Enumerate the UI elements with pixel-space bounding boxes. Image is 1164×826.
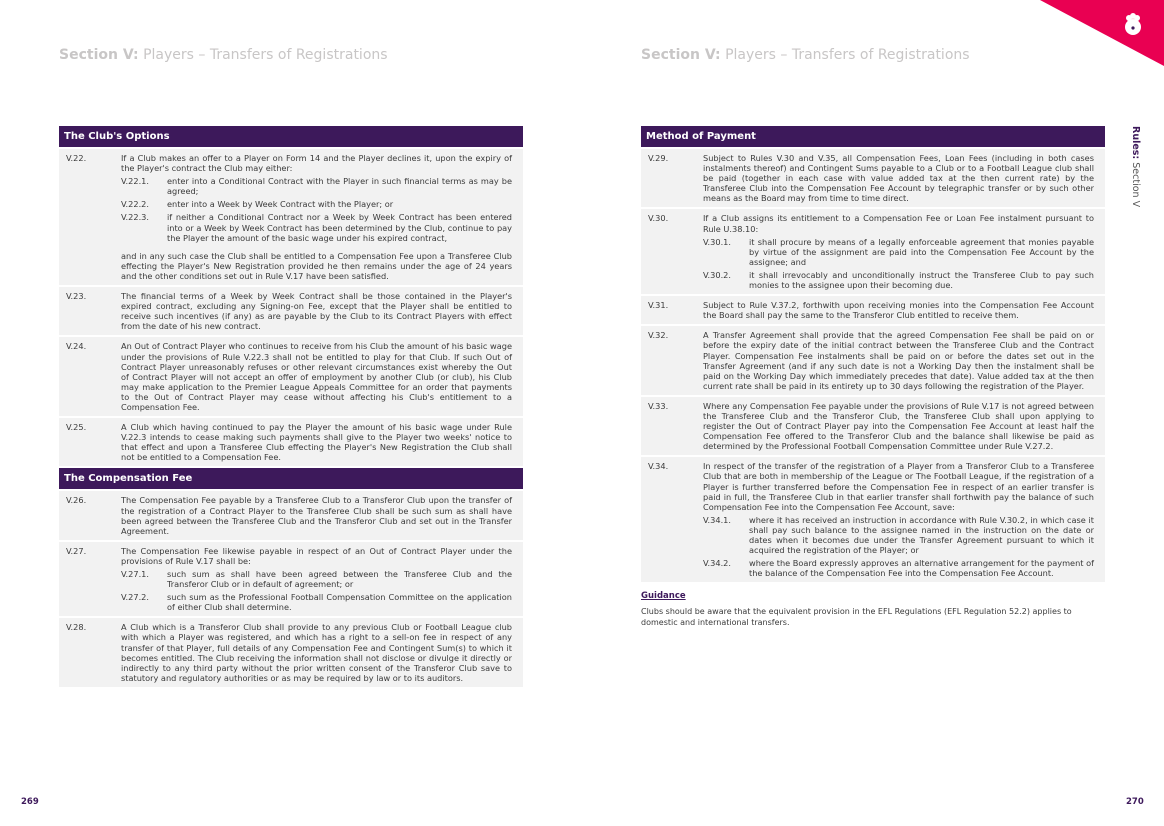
rule-body [121,546,512,613]
rule-number: V.25. [66,422,87,433]
corner-triangle [1040,0,1164,66]
rule-tail: and in any such case the Club shall be entitled to a Compensation Fee upon a Transferee Club effecting the Player's New Registration provided he then remains under the age of 24 years and the other conditions set out in Rule V.17 have been satisfied. [121,250,512,281]
rule-number: V.30. [648,213,669,224]
guidance-title: Guidance [641,591,686,602]
rule-text: The Compensation Fee likewise payable in respect of an Out of Contract Player under the provisions of Rule V.17 shall be: [121,545,512,566]
rule-number: V.34. [648,461,669,472]
rule-text: A Club which is a Transferor Club shall provide to any previous Club or Football League club with which a Player was registered, and which has a right to a sell-on fee in respect of any transfer of that Player, full details of any Compensation Fee and Contingent Sum(s) to which it becomes entitled. The Club receiving the information shall not disclose or divulge it directly or indirectly to any third party without the prior written consent of the Transferor Club save to statutory and regulatory authorities or as may be required by law or to its auditors. [121,622,512,683]
payment-header: Method of Payment [641,126,1105,147]
rule-number: V.26. [66,495,87,506]
rule-v23 [59,287,523,335]
subrule-v27-2: V.27.2. such sum as the Professional Football Compensation Committee on the application of either Club shall determine. [121,592,512,613]
rule-body [703,461,1094,578]
rule-v26 [59,491,523,539]
rule-number: V.24. [66,341,87,352]
left-column [59,126,523,687]
rule-v27 [59,542,523,617]
rule-text: An Out of Contract Player who continues to receive from his Club the amount of his basic wage under the provisions of Rule V.22.3 shall not be entitled to play for that Club. If such Out of Contract Player unreasonably refuses or other relevant circumstances exist whereby the Out of Contract Player will not accept an offer of employment by another Club (or club), his Club may make application to the Premier League Appeals Committee for an order that payments to the Out of Contract Player may cease without affecting his Club's entitlement to a Compensation Fee. [121,341,512,412]
rule-v29 [641,149,1105,207]
rule-text: If a Club assigns its entitlement to a Compensation Fee or Loan Fee instalment pursuant to Rule U.38.10: [703,213,1094,234]
rule-v34 [641,457,1105,582]
rule-text: A Club which having continued to pay the Player the amount of his basic wage under Rule V.22.3 intends to cease making such payments shall give to the Player two weeks' notice to that effect and upon a Transferee Club effecting the Player's New Registration the Club shall not be entitled to a Compensation Fee. [121,422,512,463]
guidance-text: Clubs should be aware that the equivalent provision in the EFL Regulations (EFL Regulation 52.2) applies to domestic and international transfers. [641,607,1072,627]
subrule-v34-1: V.34.1. where it has received an instruction in accordance with Rule V.30.2, in which case it shall pay such balance to the assignee named in the instruction on the date or dates when it becomes due under the Transfer Agreement pursuant to which it acquired the registration of the Player; or [703,514,1094,556]
subrule-v22-3: V.22.3. if neither a Conditional Contract nor a Week by Week Contract has been entered into or a Week by Week Contract has been determined by the Club, continue to pay the Player the amount of the basic wage under his expired contract, [121,212,512,243]
corner-accent [1018,0,1164,66]
rule-text: Subject to Rules V.30 and V.35, all Compensation Fees, Loan Fees (including in both cases instalments thereof) and Contingent Sums payable to a Club or to a Football League club shall be paid (together in each case with value added tax at the then current rate) by the Transferee Club into the Compensation Fee Account by telegraphic transfer or by such other means as the Board may from time to time direct. [703,153,1094,204]
rule-v30 [641,209,1105,294]
side-tab-rules-section[interactable]: Rules: Section V [1130,126,1141,208]
rule-v33 [641,397,1105,455]
options-header: The Club's Options [59,126,523,147]
compensation-header: The Compensation Fee [59,468,523,489]
rule-text: A Transfer Agreement shall provide that the agreed Compensation Fee shall be paid on or before the expiry date of the initial contract between the Transferee Club and the Contract Player. Compensation Fee instalments shall be paid on or before the dates set out in the Transfer Agreement (and if any such date is not a Working Day then the instalment shall be paid on the Working Day which immediately precedes that date). Value added tax at the then current rate shall be paid in its entirety up to 30 days following the registration of the Player. [703,330,1094,391]
rule-body [121,153,512,281]
rule-v31 [641,296,1105,324]
subrule-v22-2: V.22.2. enter into a Week by Week Contract with the Player; or [121,199,394,210]
subrule-v22-1: V.22.1. enter into a Conditional Contract with the Player in such financial terms as may be agreed; [121,176,512,197]
rule-number: V.33. [648,400,669,411]
rule-number: V.28. [66,622,87,633]
rule-text: If a Club makes an offer to a Player on Form 14 and the Player declines it, upon the expiry of the Player's contract the Club may either: [121,153,512,174]
rule-v22 [59,149,523,285]
rule-text: The Compensation Fee payable by a Transferee Club to a Transferor Club upon the transfer of the registration of a Contract Player to the Transferee Club shall be such sum as shall have been agreed between the Transferee Club and the Transferor Club and set out in the Transfer Agreement. [121,495,512,536]
rule-text: Where any Compensation Fee payable under the provisions of Rule V.17 is not agreed between the Transferee Club and the Transferor Club, the Transferee Club shall upon applying to register the Out of Contract Player pay into the Compensation Fee Account at least half the Compensation Fee offered to the Transferor Club and the balance shall likewise be paid as determined by the Professional Football Compensation Committee under Rule V.27.2. [703,400,1094,452]
rule-body [703,213,1094,290]
rule-text: The financial terms of a Week by Week Contract shall be those contained in the Player's expired contract, excluding any Signing-on Fee, except that the Player shall be entitled to receive such incentives (if any) as are payable by the Club to its Contract Players with effect from the date of his new contract. [121,291,512,332]
premier-league-lion-icon [1125,13,1141,35]
rule-number: V.31. [648,300,669,311]
page-number-right: 270 [1126,797,1144,807]
section-title-left: Section V: Players – Transfers of Registrations [59,47,388,63]
rule-v28 [59,618,523,687]
page-number-left: 269 [21,797,39,807]
right-column [641,126,1105,628]
subrule-v27-1: V.27.1. such sum as shall have been agreed between the Transferee Club and the Transferor Club or in default of agreement; or [121,569,512,590]
subrule-v30-2: V.30.2. it shall irrevocably and unconditionally instruct the Transferee Club to pay such monies to the assignee upon their becoming due. [703,269,1094,291]
rule-number: V.23. [66,291,87,302]
rule-number: V.22. [66,153,87,163]
rule-text: Subject to Rule V.37.2, forthwith upon receiving monies into the Compensation Fee Account the Board shall pay the same to the Transferor Club entitled to receive them. [703,300,1094,321]
rule-number: V.29. [648,153,669,163]
rule-text: In respect of the transfer of the registration of a Player from a Transferor Club to a Transferee Club that are both in membership of the League or The Football League, if the registration of a Player is further transferred before the Compensation Fee in respect of an earlier transfer is paid in full, the Transferee Club in that earlier transfer shall forthwith pay the balance of such Compensation Fee into the Compensation Fee Account, save: [703,461,1094,512]
subrule-v34-2: V.34.2. where the Board expressly approves an alternative arrangement for the payment of the balance of the Compensation Fee into the Compensation Fee Account. [703,558,1094,579]
rule-number: V.27. [66,545,87,556]
rule-v25 [59,418,523,466]
rule-v32 [641,326,1105,395]
subrule-v30-1: V.30.1. it shall procure by means of a legally enforceable agreement that monies payable by virtue of the assignment are paid into the Compensation Fee Account by the assignee; and [703,236,1094,267]
section-title-right: Section V: Players – Transfers of Registrations [641,47,970,63]
rule-number: V.32. [648,330,669,341]
rule-v24 [59,337,523,416]
